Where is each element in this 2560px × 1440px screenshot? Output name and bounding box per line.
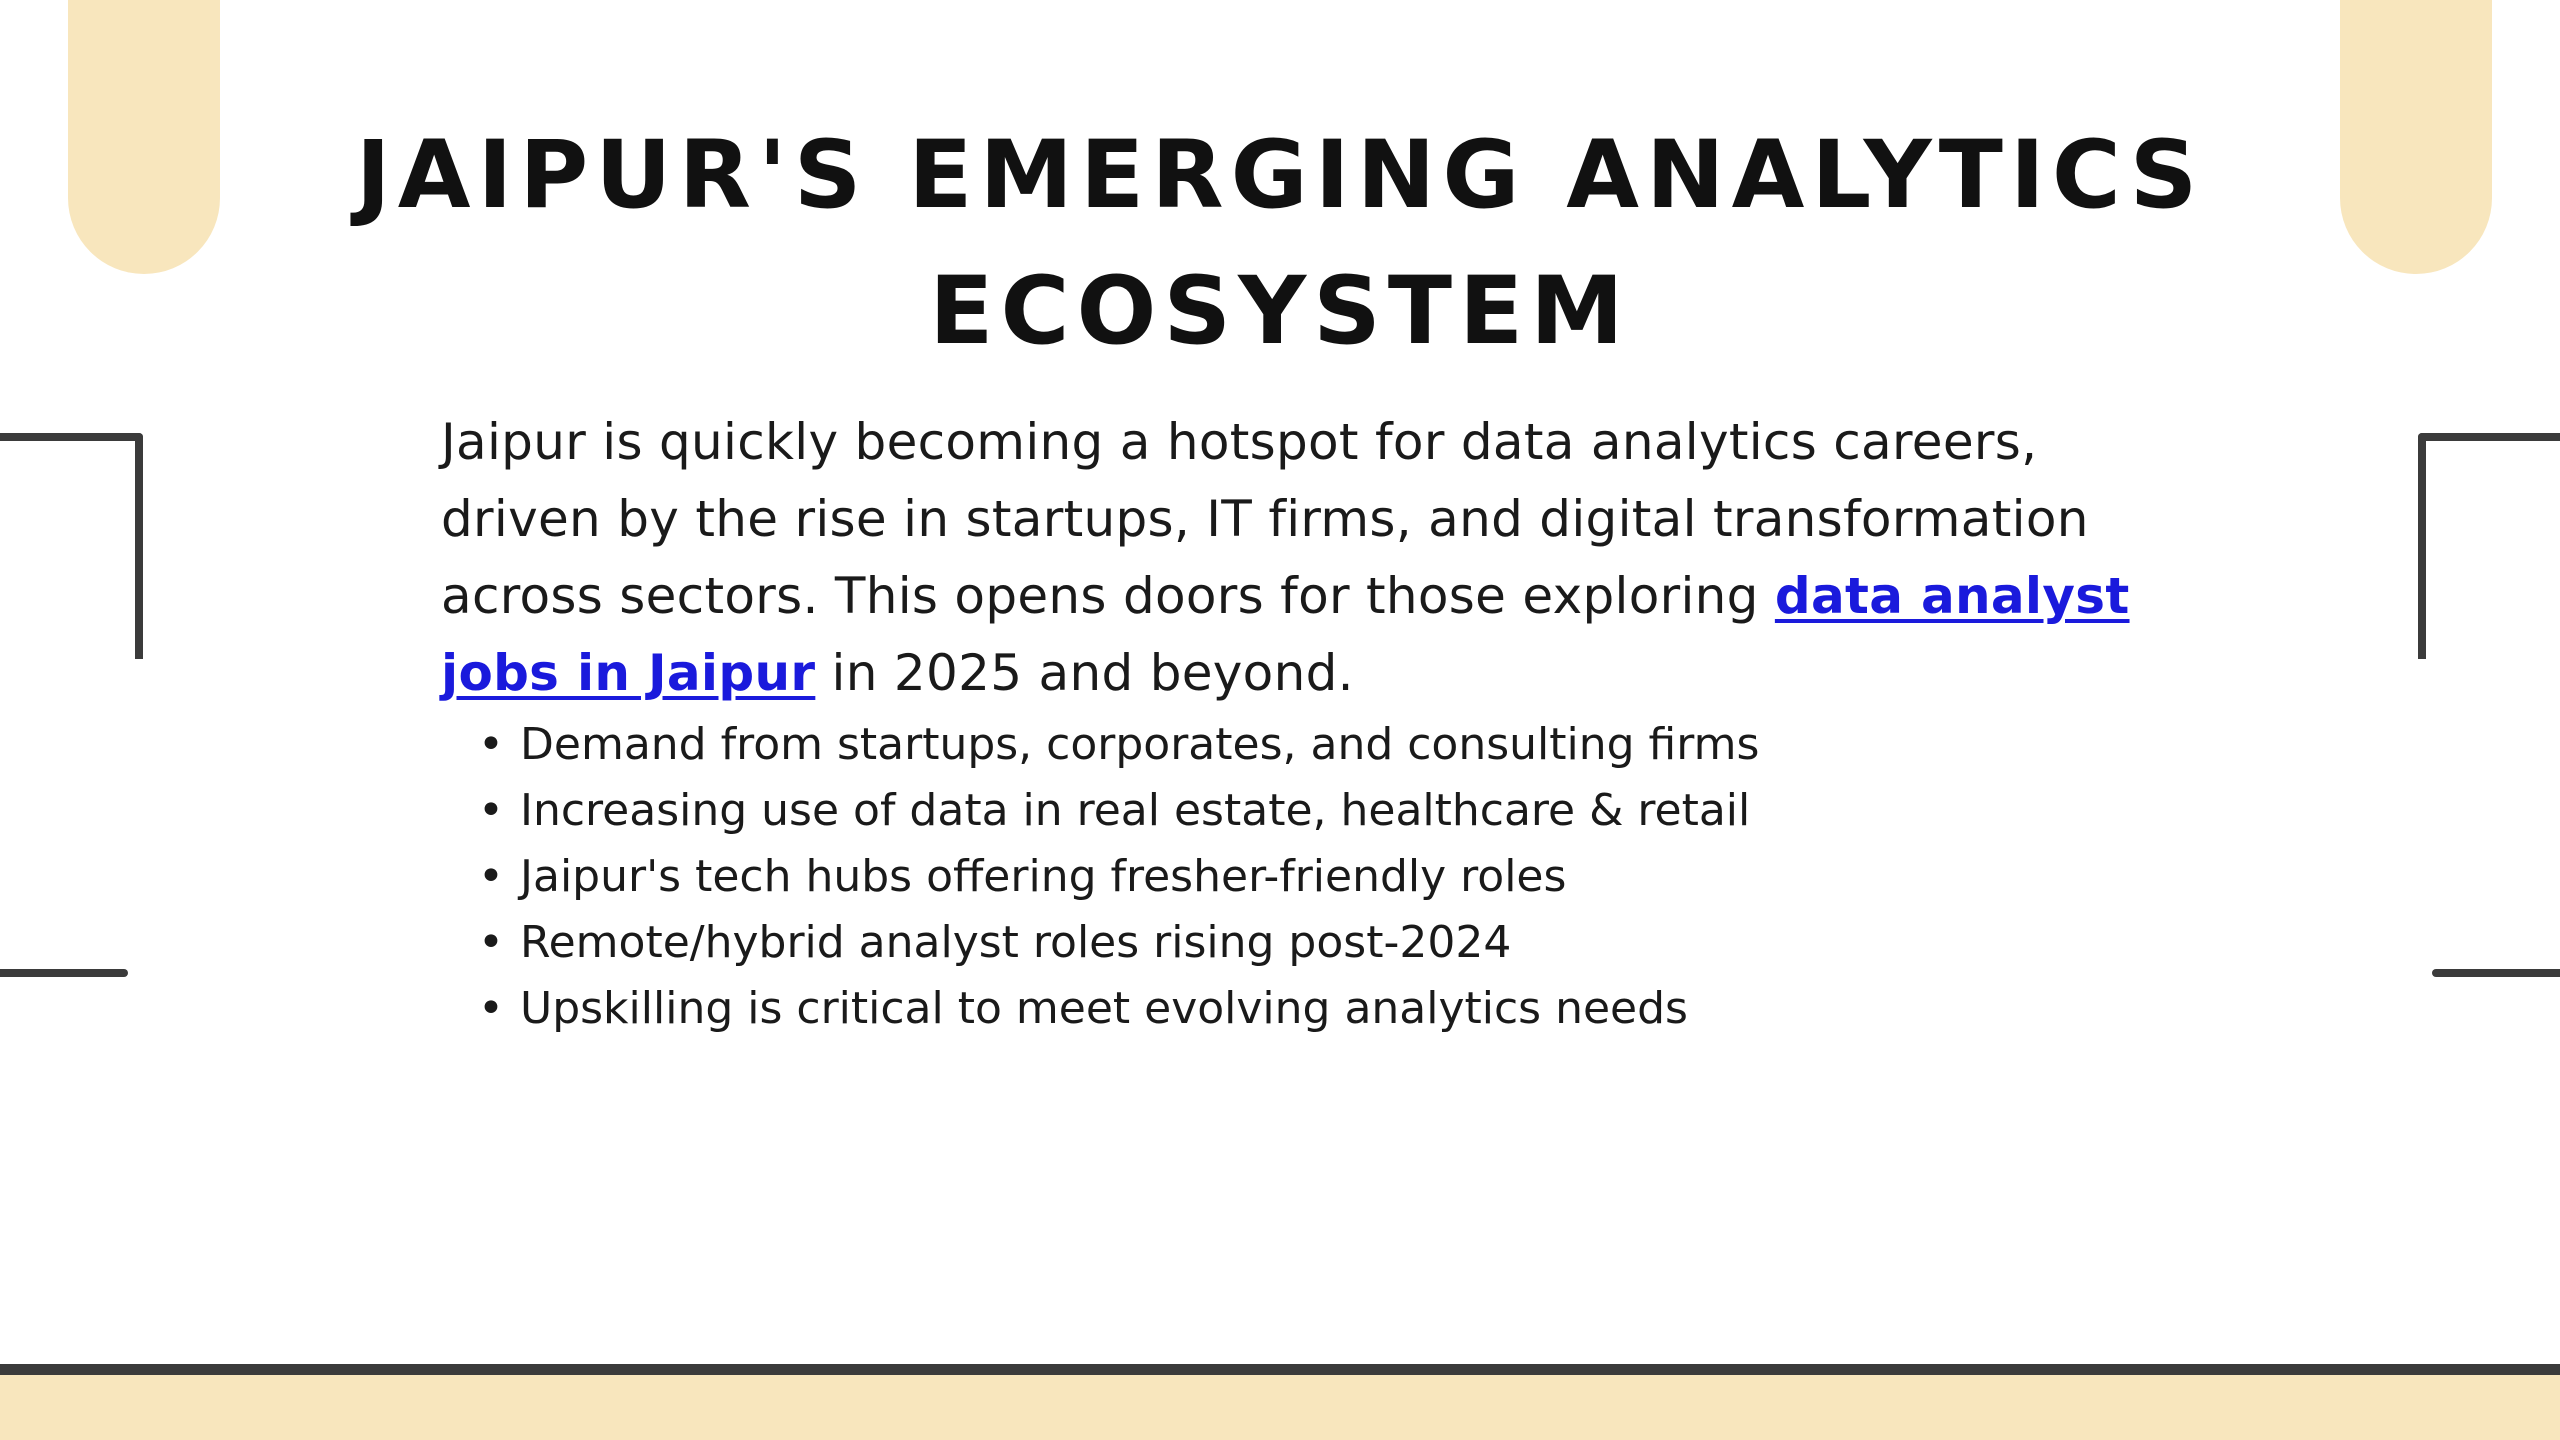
intro-text-after-link: in 2025 and beyond. [815, 644, 1354, 702]
data-analyst-jobs-link[interactable]: data analyst jobs in Jaipur [441, 567, 2130, 702]
bullet-list [478, 712, 2178, 1042]
decorative-tab-right [2340, 0, 2492, 274]
decorative-bracket-left-bottom [0, 969, 128, 977]
bullet-marker: • [478, 983, 504, 1034]
bullet-item [478, 976, 2178, 1042]
intro-paragraph [441, 404, 2141, 712]
bullet-marker: • [478, 719, 504, 770]
bullet-item [478, 844, 2178, 910]
slide-title-line-2: ECOSYSTEM [929, 257, 1631, 366]
bullet-text: Jaipur's tech hubs offering fresher-friendly roles [520, 851, 1567, 902]
bottom-divider-line [0, 1364, 2560, 1375]
slide-title [280, 108, 2280, 380]
bullet-text: Demand from startups, corporates, and consulting firms [520, 719, 1760, 770]
intro-text-before-link: Jaipur is quickly becoming a hotspot for data analytics careers, driven by the rise in startups, IT firms, and digital transformation across sectors. This opens doors for those exploring [441, 413, 2089, 625]
bottom-accent-band [0, 1375, 2560, 1440]
decorative-bracket-right-bottom [2432, 969, 2560, 977]
decorative-bracket-left-top [0, 433, 143, 659]
bullet-marker: • [478, 785, 504, 836]
bullet-text: Increasing use of data in real estate, healthcare & retail [520, 785, 1751, 836]
decorative-bracket-right-top [2418, 433, 2560, 659]
bullet-marker: • [478, 851, 504, 902]
bullet-marker: • [478, 917, 504, 968]
bullet-item [478, 910, 2178, 976]
bullet-text: Remote/hybrid analyst roles rising post-2024 [520, 917, 1512, 968]
bullet-text: Upskilling is critical to meet evolving analytics needs [520, 983, 1688, 1034]
slide-title-line-1: JAIPUR'S EMERGING ANALYTICS [355, 121, 2205, 230]
decorative-tab-left [68, 0, 220, 274]
bullet-item [478, 778, 2178, 844]
bullet-item [478, 712, 2178, 778]
